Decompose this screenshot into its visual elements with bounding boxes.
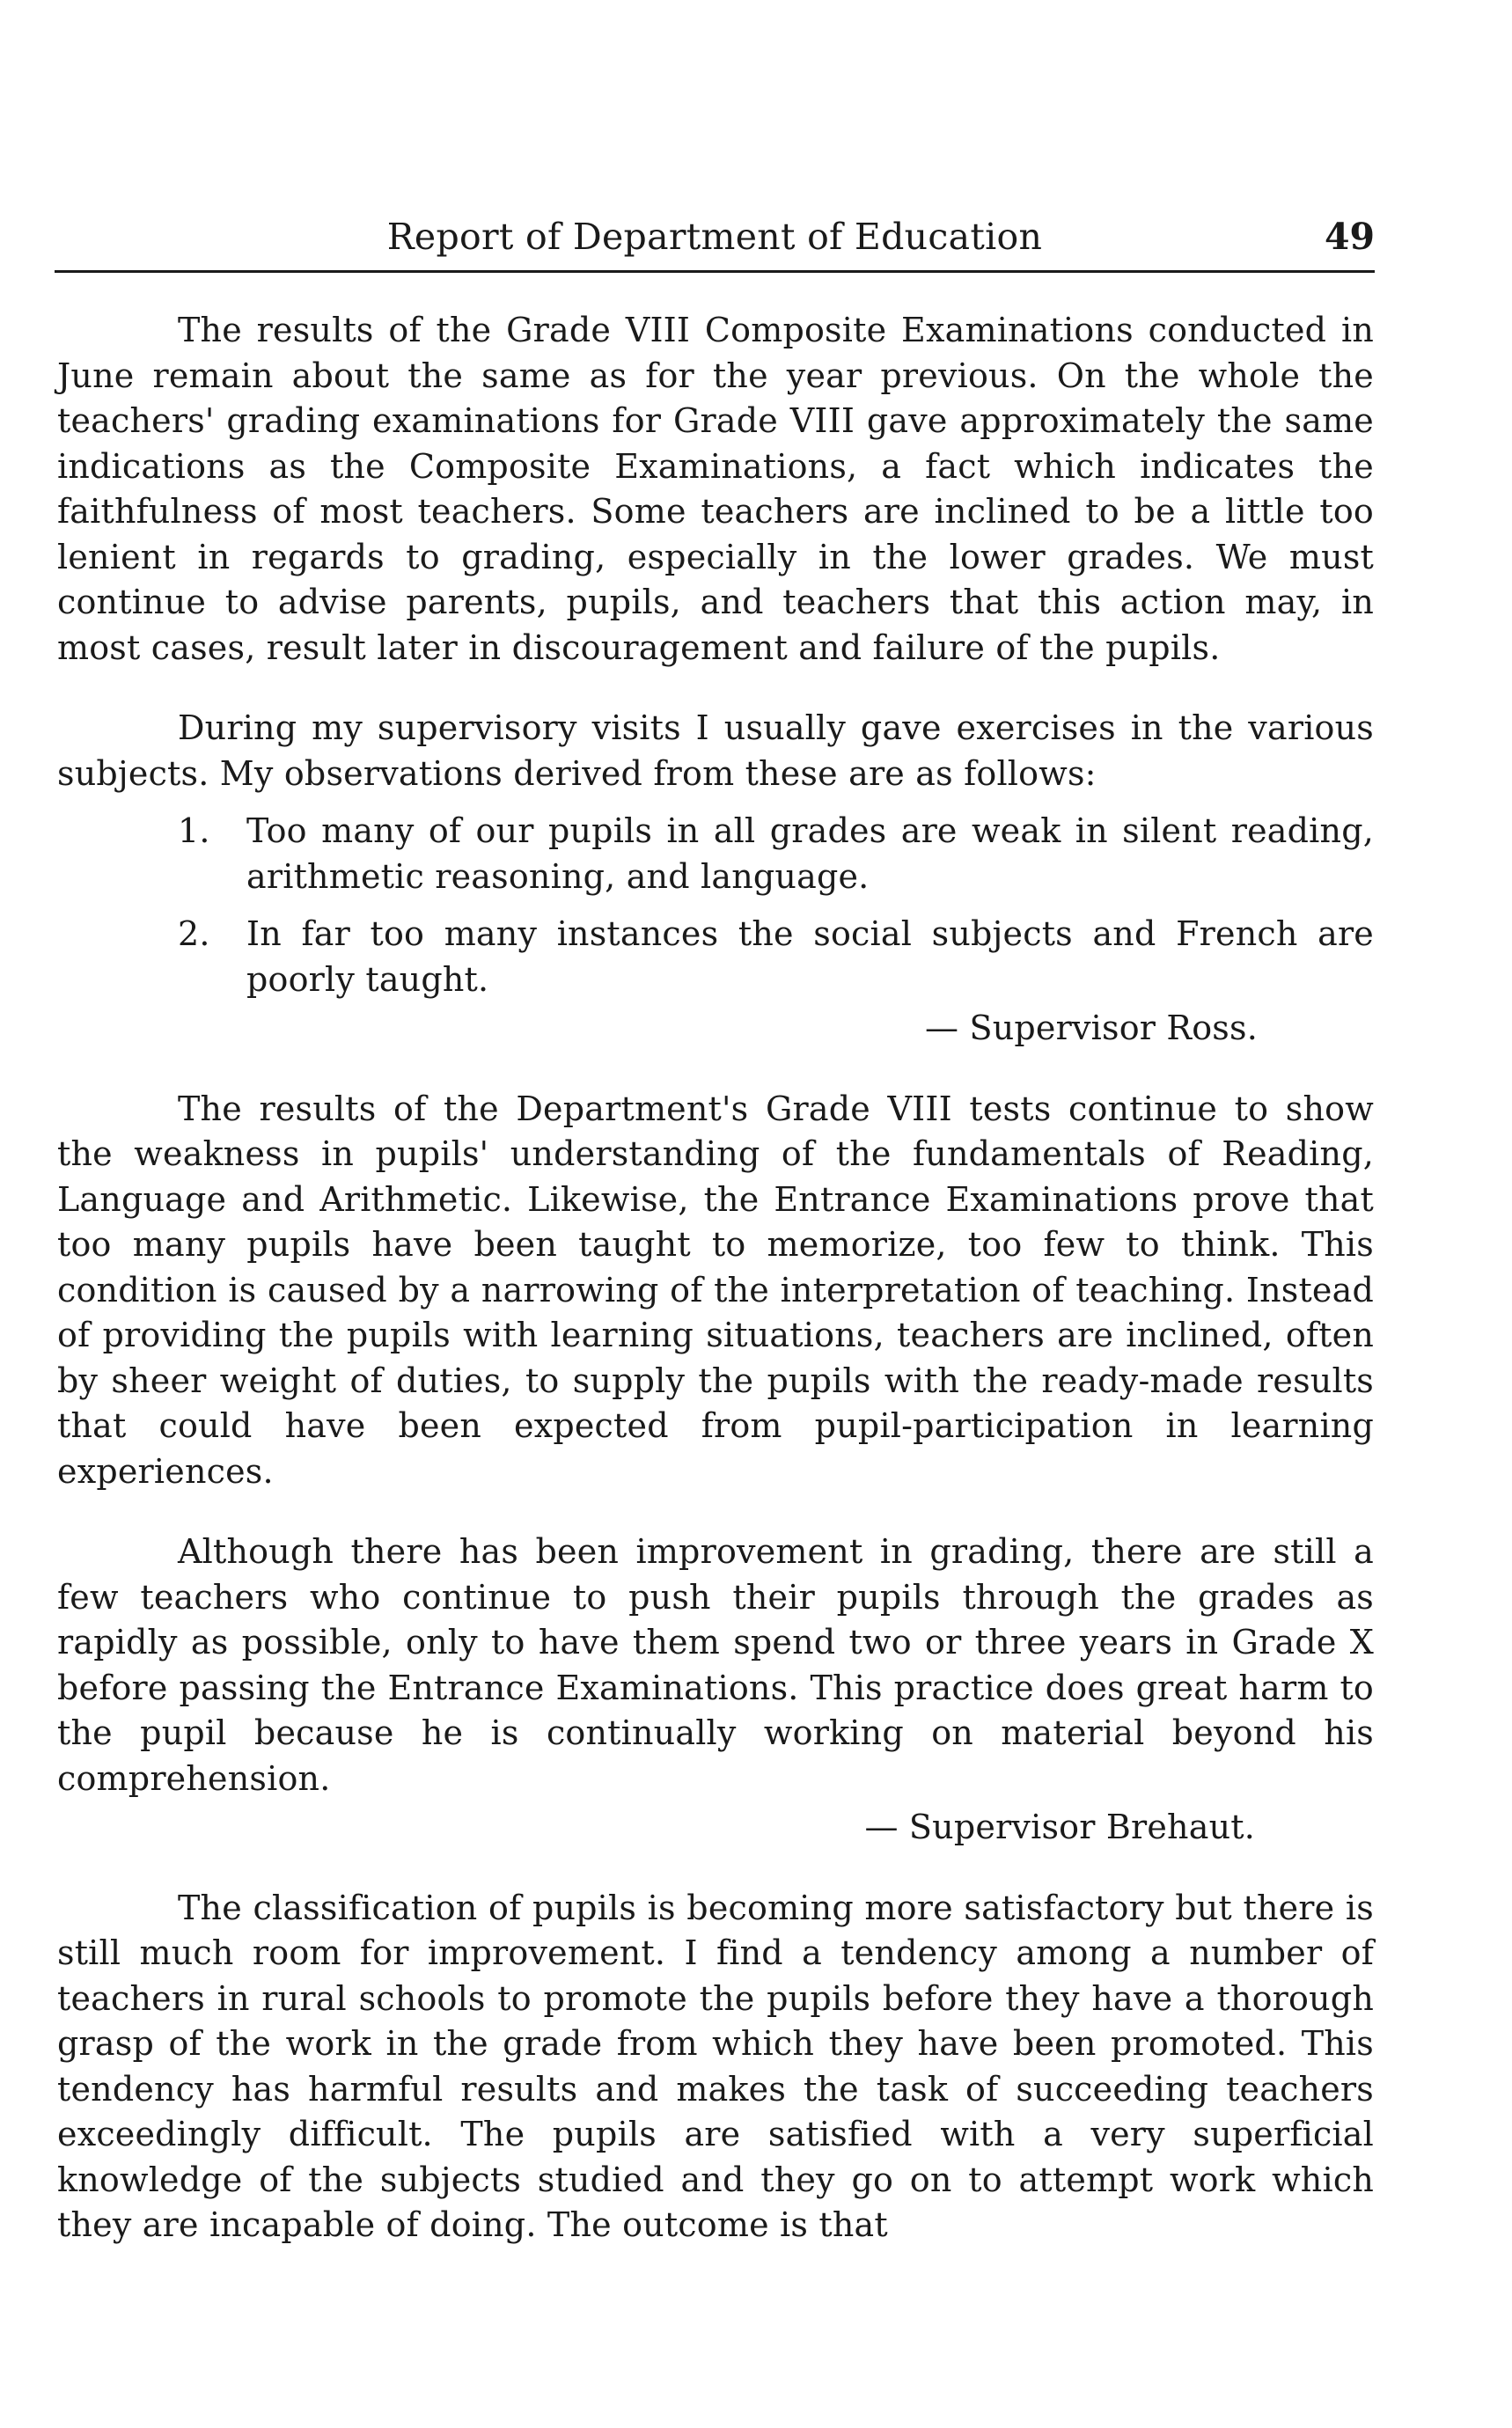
header-rule bbox=[55, 270, 1375, 273]
running-header bbox=[55, 211, 1375, 273]
list-item bbox=[57, 912, 1374, 1002]
body-text bbox=[57, 308, 1374, 2284]
page-number: 49 bbox=[1324, 216, 1375, 258]
paragraph-supervisory-visits: During my supervisory visits I usually gave exercises in the various subjects. My observations derived from these are as follows: bbox=[57, 708, 1374, 793]
list-item-text: Too many of our pupils in all grades are weak in silent reading, arithmetic reasoning, and language. bbox=[246, 811, 1374, 896]
list-item-text: In far too many instances the social subjects and French are poorly taught. bbox=[246, 914, 1374, 999]
list-item-number: 1. bbox=[178, 811, 210, 850]
list-item-number: 2. bbox=[178, 914, 210, 953]
paragraph-grade-viii-results: The results of the Grade VIII Composite Examinations conducted in June remain about the same as for the year previous. On the whole the teachers' grading examinations for Grade VIII gave approximately the same indications as the Composite Examinations, a fact which indicates the faithfulness of most teachers. Some teachers are inclined to be a little too lenient in regards to grading, especially in the lower grades. We must continue to advise parents, pupils, and teachers that this action may, in most cases, result later in discouragement and failure of the pupils. bbox=[57, 311, 1374, 667]
paragraph-grading-improvement: Although there has been improvement in grading, there are still a few teachers who continue to push their pupils through the grades as rapidly as possible, only to have them spend two or three years in Grade X before passing the Entrance Examinations. This practice does great harm to the pupil because he is continually working on material beyond his comprehension. bbox=[57, 1532, 1374, 1798]
running-title: Report of Department of Education bbox=[386, 216, 1043, 258]
paragraph-classification: The classification of pupils is becoming more satisfactory but there is still much room for improvement. I find a tendency among a number of teachers in rural schools to promote the pupils before they have a thorough grasp of the work in the grade from which they have been promoted. This tendency has harmful results and makes the task of succeeding teachers exceedingly difficult. The pupils are satisfied with a very superficial knowledge of the subjects studied and they go on to attempt work which they are incapable of doing. The outcome is that bbox=[57, 1888, 1374, 2244]
observations-list bbox=[57, 809, 1374, 1002]
paragraph-department-tests: The results of the Department's Grade VIII tests continue to show the weakness in pupils' understanding of the fundamentals of Reading, Language and Arithmetic. Likewise, the Entrance Examinations prove that too many pupils have been taught to memorize, too few to think. This condition is caused by a narrowing of the interpretation of teaching. Instead of providing the pupils with learning situations, teachers are inclined, often by sheer weight of duties, to supply the pupils with the ready-made results that could have been expected from pupil-participation in learning experiences. bbox=[57, 1089, 1374, 1491]
signature-supervisor-ross: — Supervisor Ross. bbox=[925, 1009, 1258, 1047]
list-item bbox=[57, 809, 1374, 899]
signature-supervisor-brehaut: — Supervisor Brehaut. bbox=[864, 1808, 1255, 1846]
